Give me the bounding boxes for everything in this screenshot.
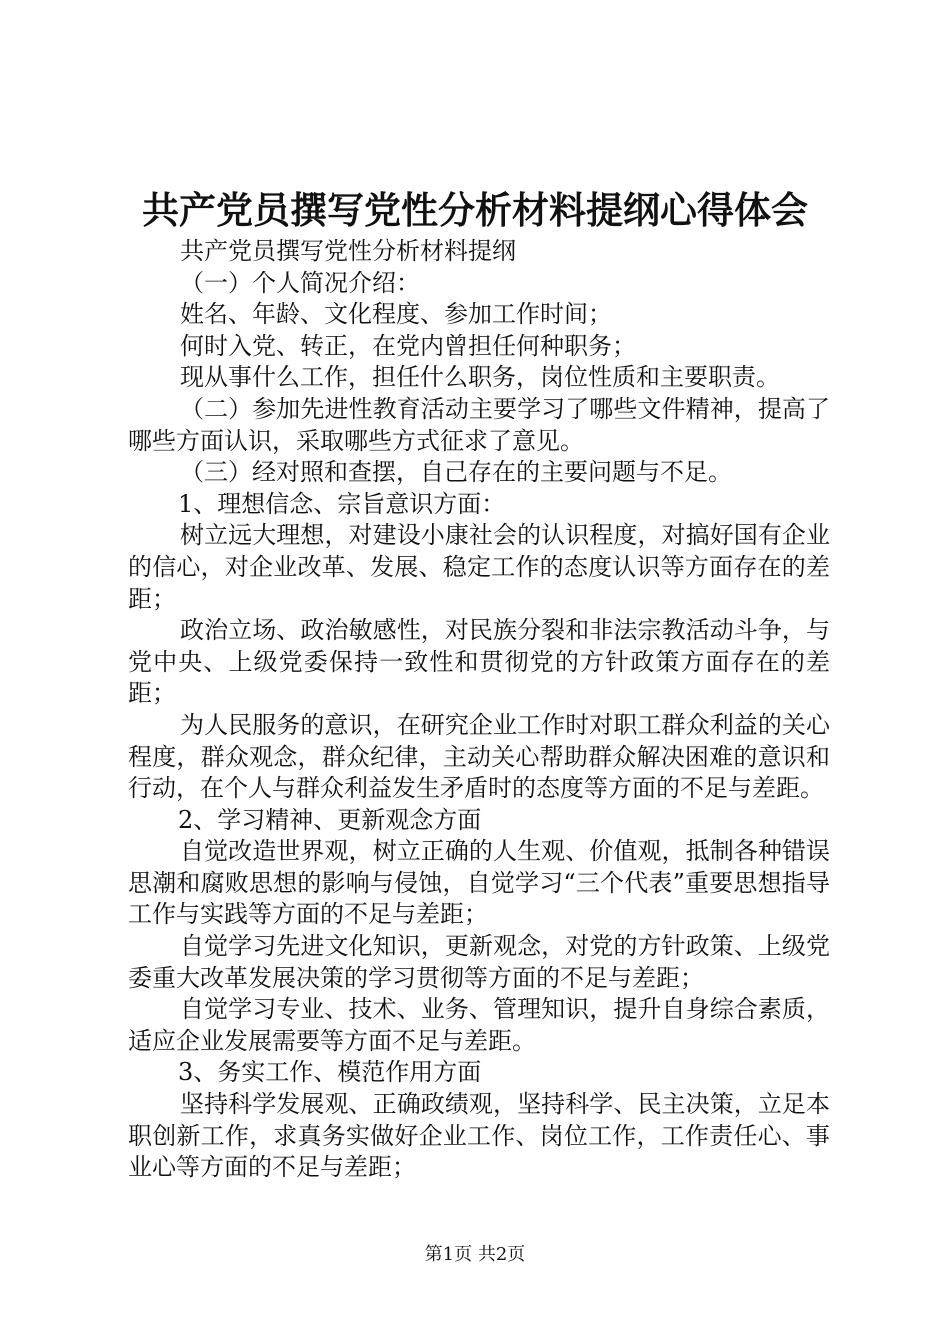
paragraph-section-1: （一）个人简况介绍： <box>180 268 420 297</box>
document-body <box>128 236 830 1184</box>
paragraph: 自觉学习先进文化知识，更新观念，对党的方针政策、上级党委重大改革发展决策的学习贯彻等方面的不足与差距； <box>128 932 830 992</box>
page-number-footer: 第1页 共2页 <box>424 1244 526 1265</box>
paragraph: 自觉改造世界观，树立正确的人生观、价值观，抵制各种错误思潮和腐败思想的影响与侵蚀，自觉学习“三个代表”重要思想指导工作与实践等方面的不足与差距； <box>128 837 830 929</box>
paragraph-section-3: （三）经对照和查摆，自己存在的主要问题与不足。 <box>180 458 732 487</box>
paragraph: 现从事什么工作，担任什么职务，岗位性质和主要职责。 <box>180 363 780 392</box>
paragraph-subheading-1: 1、理想信念、宗旨意识方面： <box>178 489 506 518</box>
paragraph-section-2: （二）参加先进性教育活动主要学习了哪些文件精神，提高了哪些方面认识，采取哪些方式征求了意见。 <box>128 394 830 455</box>
document-title: 共产党员撰写党性分析材料提纲心得体会 <box>142 188 808 232</box>
paragraph-subheading-2: 2、学习精神、更新观念方面 <box>178 805 482 834</box>
paragraph: 政治立场、政治敏感性，对民族分裂和非法宗教活动斗争，与党中央、上级党委保持一致性和贯彻党的方针政策方面存在的差距； <box>128 616 830 708</box>
paragraph: 为人民服务的意识，在研究企业工作时对职工群众利益的关心程度，群众观念，群众纪律，主动关心帮助群众解决困难的意识和行动，在个人与群众利益发生矛盾时的态度等方面的不足与差距。 <box>128 710 830 803</box>
paragraph: 何时入党、转正，在党内曾担任何种职务； <box>180 331 636 360</box>
paragraph: 坚持科学发展观、正确政绩观，坚持科学、民主决策，立足本职创新工作，求真务实做好企业工作、岗位工作，工作责任心、事业心等方面的不足与差距； <box>128 1090 830 1182</box>
paragraph-subheading-3: 3、务实工作、模范作用方面 <box>178 1058 482 1087</box>
paragraph: 自觉学习专业、技术、业务、管理知识，提升自身综合素质，适应企业发展需要等方面不足与差距。 <box>128 995 830 1055</box>
paragraph: 姓名、年龄、文化程度、参加工作时间； <box>180 300 612 329</box>
paragraph: 树立远大理想，对建设小康社会的认识程度，对搞好国有企业的信心，对企业改革、发展、稳定工作的态度认识等方面存在的差距； <box>128 521 830 613</box>
paragraph-outline-heading: 共产党员撰写党性分析材料提纲 <box>180 237 516 265</box>
